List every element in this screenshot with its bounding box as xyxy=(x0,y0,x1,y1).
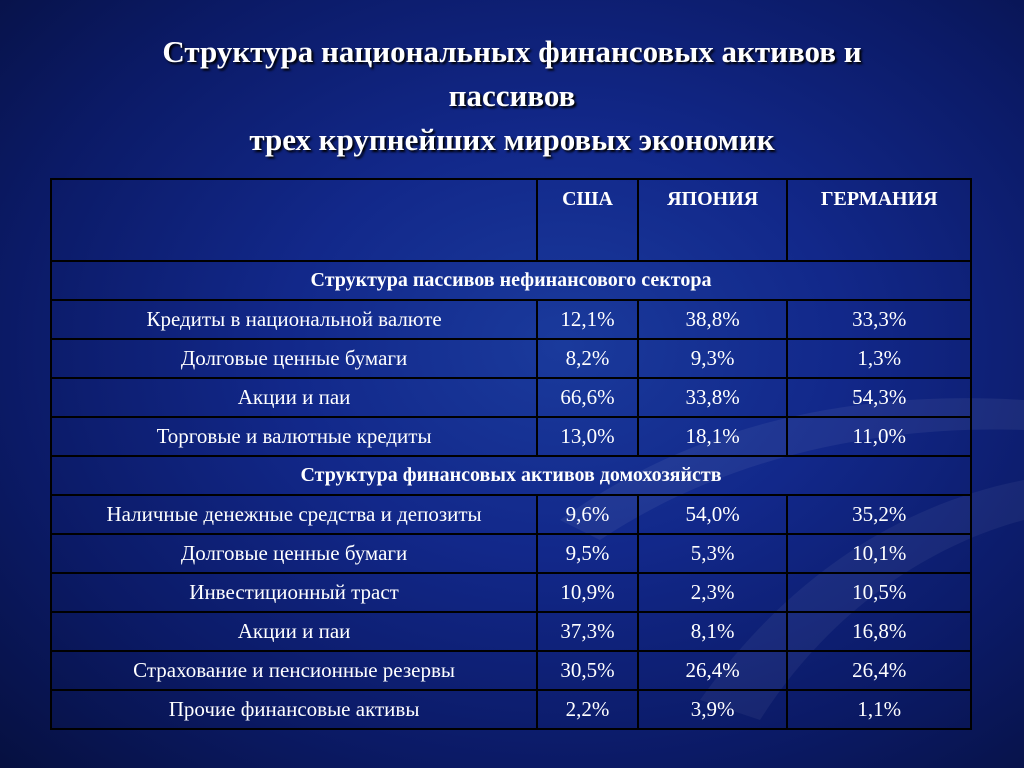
usa-value: 8,2% xyxy=(537,339,638,378)
japan-value: 26,4% xyxy=(638,651,788,690)
germany-value: 1,1% xyxy=(787,690,971,729)
germany-value: 10,5% xyxy=(787,573,971,612)
table-row xyxy=(51,573,971,612)
japan-value: 2,3% xyxy=(638,573,788,612)
row-label: Кредиты в национальной валюте xyxy=(51,300,537,339)
table-row xyxy=(51,378,971,417)
section-row-household-assets xyxy=(51,456,971,495)
row-label: Прочие финансовые активы xyxy=(51,690,537,729)
row-label: Наличные денежные средства и депозиты xyxy=(51,495,537,534)
slide-title-line-2: пассивов xyxy=(448,78,576,113)
usa-value: 10,9% xyxy=(537,573,638,612)
germany-value: 16,8% xyxy=(787,612,971,651)
germany-value: 33,3% xyxy=(787,300,971,339)
slide-title-line-3: трех крупнейших мировых экономик xyxy=(249,122,775,157)
row-label: Долговые ценные бумаги xyxy=(51,339,537,378)
japan-value: 38,8% xyxy=(638,300,788,339)
usa-value: 9,6% xyxy=(537,495,638,534)
slide-title-line-1: Структура национальных финансовых активов и xyxy=(162,34,862,69)
japan-value: 3,9% xyxy=(638,690,788,729)
table-header-row xyxy=(51,179,971,261)
section-title: Структура пассивов нефинансового сектора xyxy=(51,261,971,300)
usa-value: 2,2% xyxy=(537,690,638,729)
germany-value: 54,3% xyxy=(787,378,971,417)
row-label: Инвестиционный траст xyxy=(51,573,537,612)
japan-value: 5,3% xyxy=(638,534,788,573)
japan-value: 33,8% xyxy=(638,378,788,417)
row-label: Долговые ценные бумаги xyxy=(51,534,537,573)
header-cell-japan: ЯПОНИЯ xyxy=(638,179,788,261)
table-row xyxy=(51,651,971,690)
table-row xyxy=(51,612,971,651)
table-row xyxy=(51,339,971,378)
japan-value: 18,1% xyxy=(638,417,788,456)
section-title: Структура финансовых активов домохозяйств xyxy=(51,456,971,495)
row-label: Торговые и валютные кредиты xyxy=(51,417,537,456)
header-cell-germany: ГЕРМАНИЯ xyxy=(787,179,971,261)
germany-value: 35,2% xyxy=(787,495,971,534)
slide-title xyxy=(40,30,984,162)
germany-value: 26,4% xyxy=(787,651,971,690)
japan-value: 8,1% xyxy=(638,612,788,651)
row-label: Страхование и пенсионные резервы xyxy=(51,651,537,690)
section-row-liabilities xyxy=(51,261,971,300)
germany-value: 10,1% xyxy=(787,534,971,573)
germany-value: 11,0% xyxy=(787,417,971,456)
row-label: Акции и паи xyxy=(51,612,537,651)
usa-value: 13,0% xyxy=(537,417,638,456)
japan-value: 54,0% xyxy=(638,495,788,534)
financial-structure-table xyxy=(50,178,972,730)
table-row xyxy=(51,300,971,339)
usa-value: 30,5% xyxy=(537,651,638,690)
germany-value: 1,3% xyxy=(787,339,971,378)
usa-value: 12,1% xyxy=(537,300,638,339)
header-cell-label xyxy=(51,179,537,261)
table-row xyxy=(51,534,971,573)
row-label: Акции и паи xyxy=(51,378,537,417)
header-cell-usa: США xyxy=(537,179,638,261)
usa-value: 37,3% xyxy=(537,612,638,651)
usa-value: 66,6% xyxy=(537,378,638,417)
table-row xyxy=(51,690,971,729)
japan-value: 9,3% xyxy=(638,339,788,378)
table-row xyxy=(51,495,971,534)
usa-value: 9,5% xyxy=(537,534,638,573)
table-row xyxy=(51,417,971,456)
